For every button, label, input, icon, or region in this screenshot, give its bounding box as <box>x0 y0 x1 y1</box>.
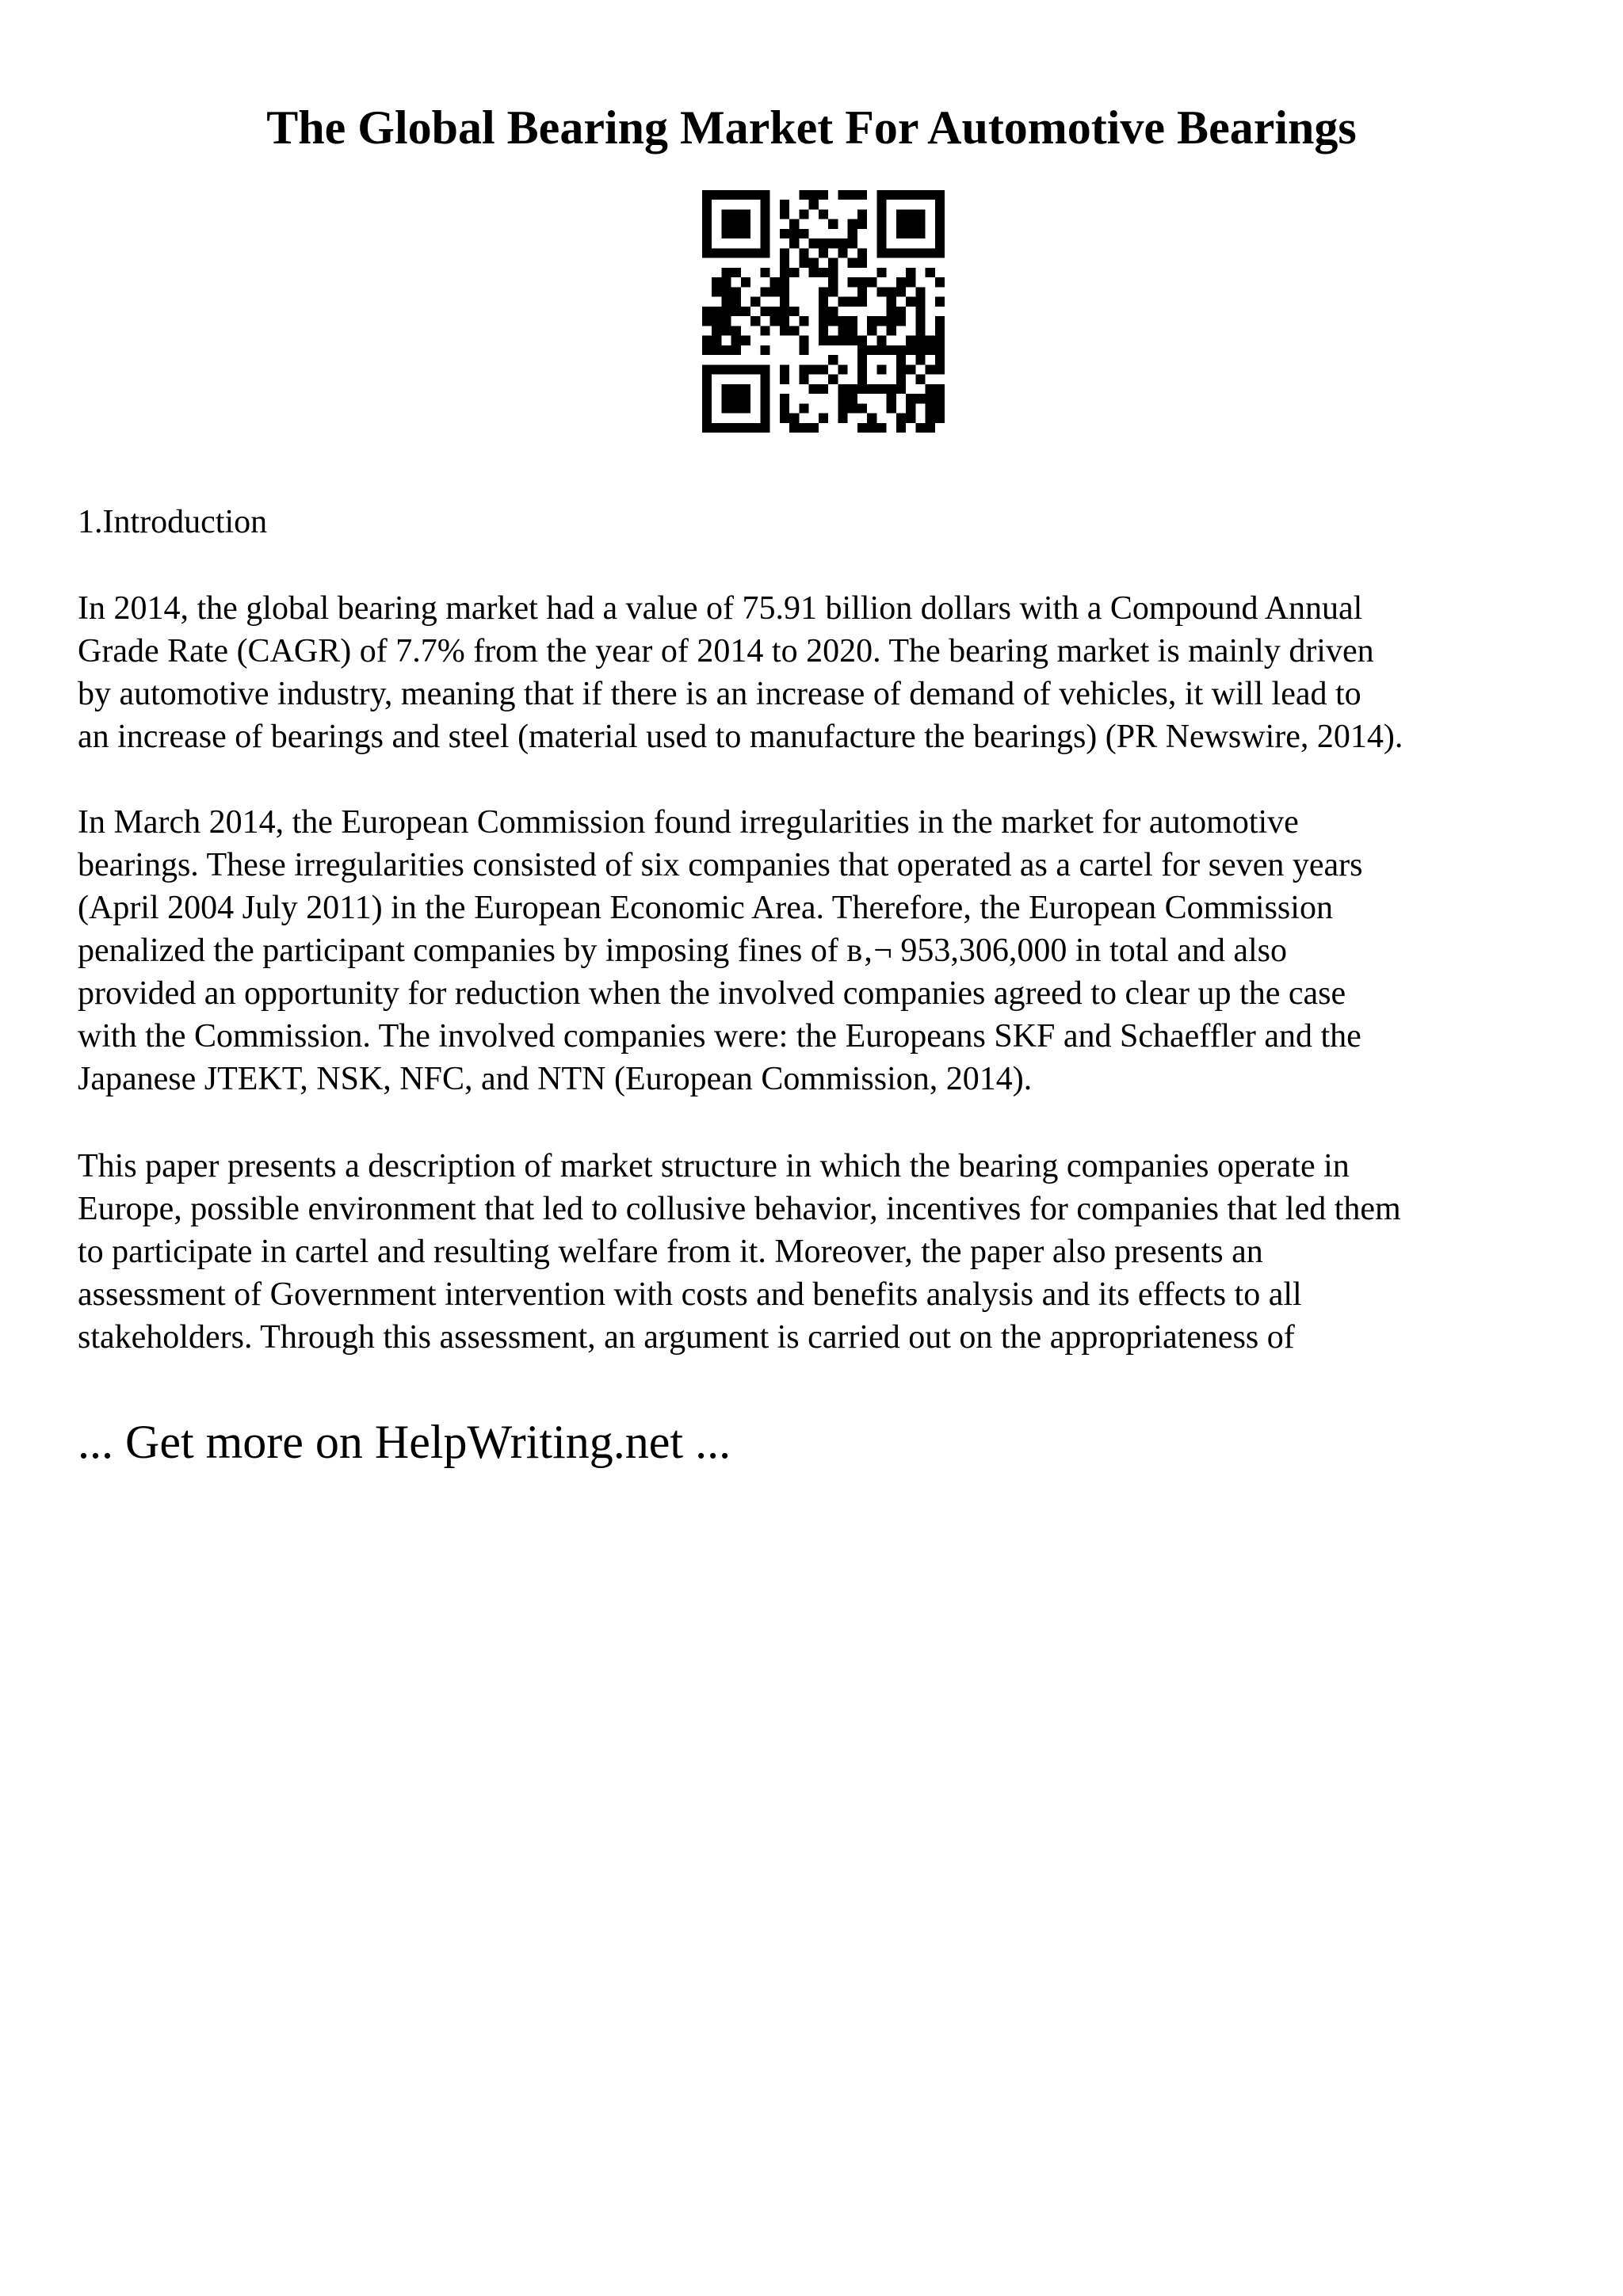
paragraph-2: In March 2014, the European Commission found irregularities in the market for automotive bearings. These irregularities consisted of six companies that operated as a cartel for seven years (April 2004 July 2011) in the European Economic Area. Therefore, the European Commission penalized the participant companies by imposing fines of в‚¬ 953,306,000 in total and also provided an opportunity for reduction when the involved companies agreed to clear up the case with the Commission. The involved companies were: the Europeans SKF and Schaeffler and the Japanese JTEKT, NSK, NFC, and NTN (European Commission, 2014). <box>78 804 1363 1097</box>
paragraph-3: This paper presents a description of market structure in which the bearing companies operate in Europe, possible environment that led to collusive behavior, incentives for companies that led them to participate in cartel and resulting welfare from it. Moreover, the paper also presents an assessment of Government intervention with costs and benefits analysis and its effects to all stakeholders. Through this assessment, an argument is carried out on the appropriateness of <box>78 1148 1401 1356</box>
qr-code-icon <box>702 190 945 433</box>
page-title: The Global Bearing Market For Automotive Bearings <box>266 101 1357 154</box>
get-more-link[interactable]: ... Get more on HelpWriting.net ... <box>78 1416 731 1468</box>
paragraph-1: In 2014, the global bearing market had a value of 75.91 billion dollars with a Compound Annual Grade Rate (CAGR) of 7.7% from the year of 2014 to 2020. The bearing market is mainly driven by automotive industry, meaning that if there is an increase of demand of vehicles, it will lead to an increase of bearings and steel (material used to manufacture the bearings) (PR Newswire, 2014). <box>78 590 1403 755</box>
section-heading: 1.Introduction <box>78 504 268 540</box>
